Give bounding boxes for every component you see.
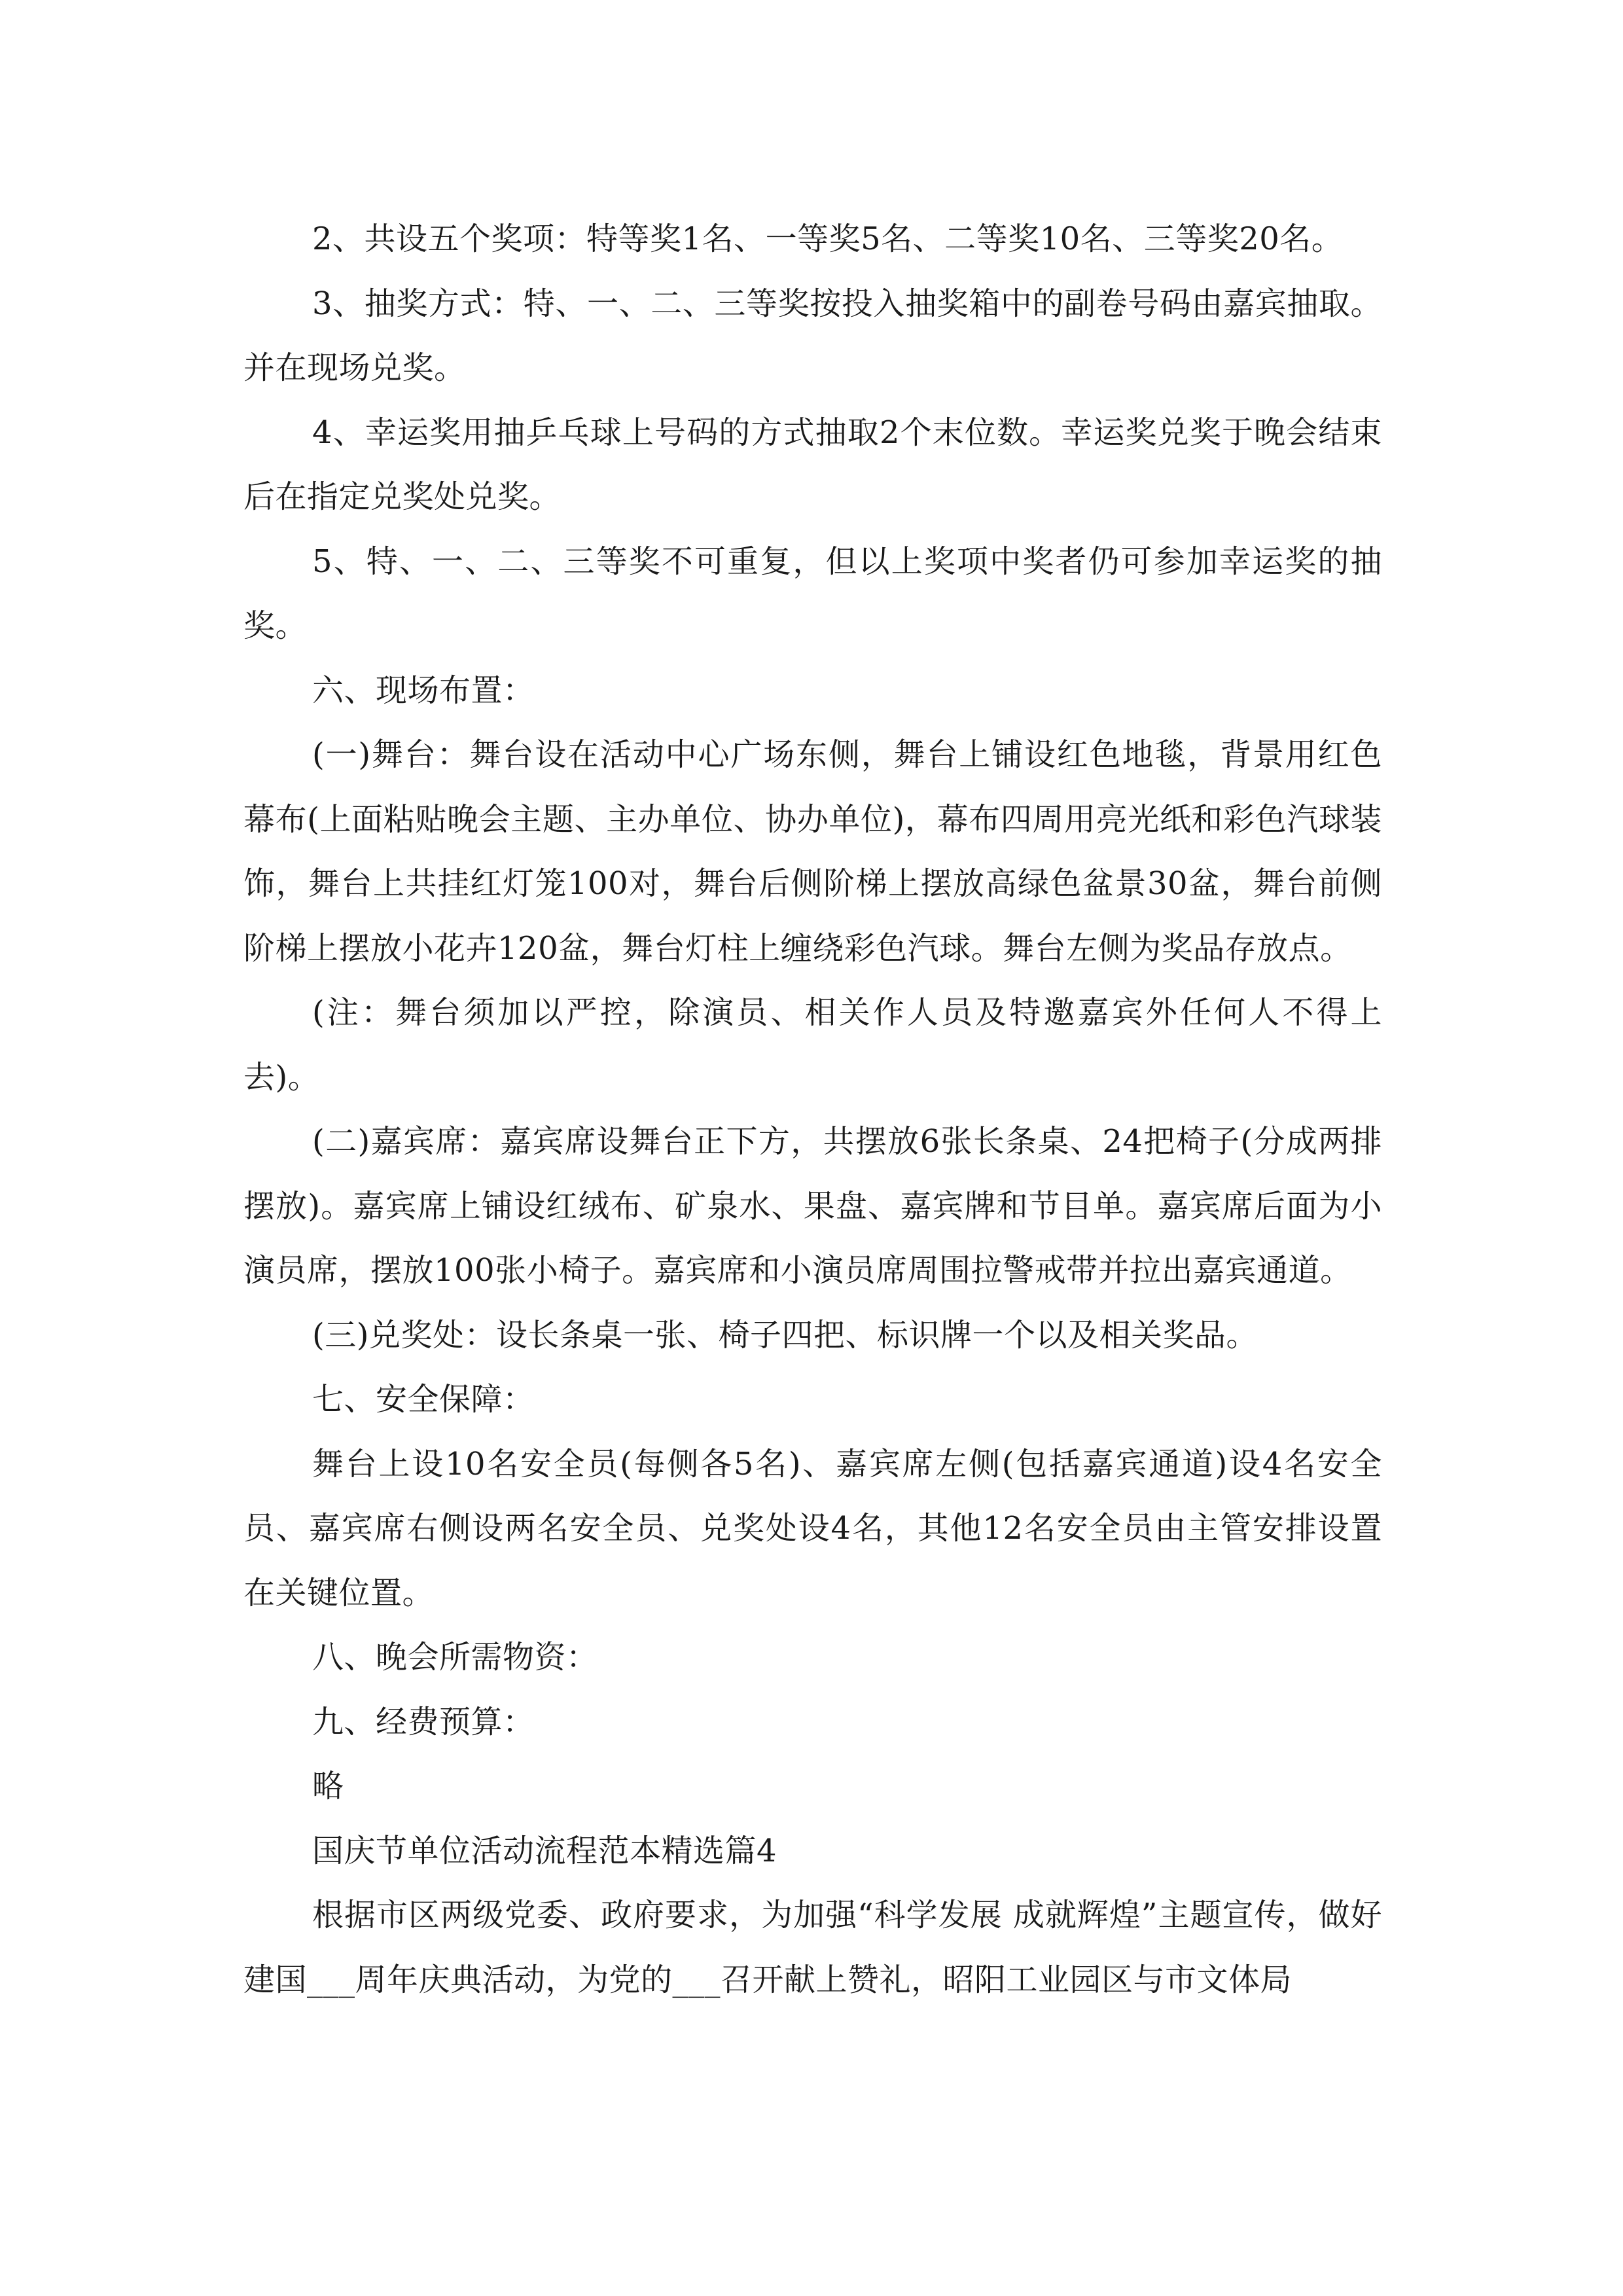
heading-security: 七、安全保障：: [312, 1381, 535, 1418]
paragraph-prize-desk: (三)兑奖处：设长条桌一张、椅子四把、标识牌一个以及相关奖品。: [312, 1316, 1258, 1354]
heading-site-layout: 六、现场布置：: [312, 672, 535, 709]
paragraph-stage: (一)舞台：舞台设在活动中心广场东侧，舞台上铺设红色地毯，背景用红色幕布(上面粘贴晚会主题、主办单位、协办单位)，幕布四周用亮光纸和彩色汽球装饰，舞台上共挂红灯笼100对，舞台后侧阶梯上摆放高绿色盆景30盆，舞台前侧阶梯上摆放小花卉120盆，舞台灯柱上缠绕彩色汽球。舞台左侧为奖品存放点。: [243, 736, 1382, 967]
paragraph-stage-note: (注：舞台须加以严控，除演员、相关作人员及特邀嘉宾外任何人不得上去)。: [243, 994, 1382, 1096]
paragraph-intro: 根据市区两级党委、政府要求，为加强“科学发展 成就辉煌”主题宣传，做好建国___周年庆典活动，为党的___召开献上赞礼，昭阳工业园区与市文体局: [243, 1897, 1382, 1998]
paragraph-prize-count: 2、共设五个奖项：特等奖1名、一等奖5名、二等奖10名、三等奖20名。: [312, 221, 1344, 257]
paragraph-draw-method: 3、抽奖方式：特、一、二、三等奖按投入抽奖箱中的副卷号码由嘉宾抽取。并在现场兑奖。: [243, 285, 1382, 386]
paragraph-lucky-prize: 4、幸运奖用抽乒乓球上号码的方式抽取2个末位数。幸运奖兑奖于晚会结束后在指定兑奖处兑奖。: [243, 414, 1382, 515]
paragraph-guest-seats: (二)嘉宾席：嘉宾席设舞台正下方，共摆放6张长条桌、24把椅子(分成两排摆放)。嘉宾席上铺设红绒布、矿泉水、果盘、嘉宾牌和节目单。嘉宾席后面为小演员席，摆放100张小椅子。嘉宾席和小演员席周围拉警戒带并拉出嘉宾通道。: [243, 1123, 1382, 1289]
paragraph-security-staff: 舞台上设10名安全员(每侧各5名)、嘉宾席左侧(包括嘉宾通道)设4名安全员、嘉宾席右侧设两名安全员、兑奖处设4名，其他12名安全员由主管安排设置在关键位置。: [243, 1445, 1382, 1611]
section-title: 国庆节单位活动流程范本精选篇4: [312, 1832, 777, 1869]
heading-materials: 八、晚会所需物资：: [312, 1639, 598, 1676]
document-page: [243, 207, 1382, 2012]
paragraph-omitted: 略: [312, 1768, 344, 1804]
heading-budget: 九、经费预算：: [312, 1703, 535, 1740]
paragraph-no-repeat: 5、特、一、二、三等奖不可重复，但以上奖项中奖者仍可参加幸运奖的抽奖。: [243, 543, 1382, 644]
